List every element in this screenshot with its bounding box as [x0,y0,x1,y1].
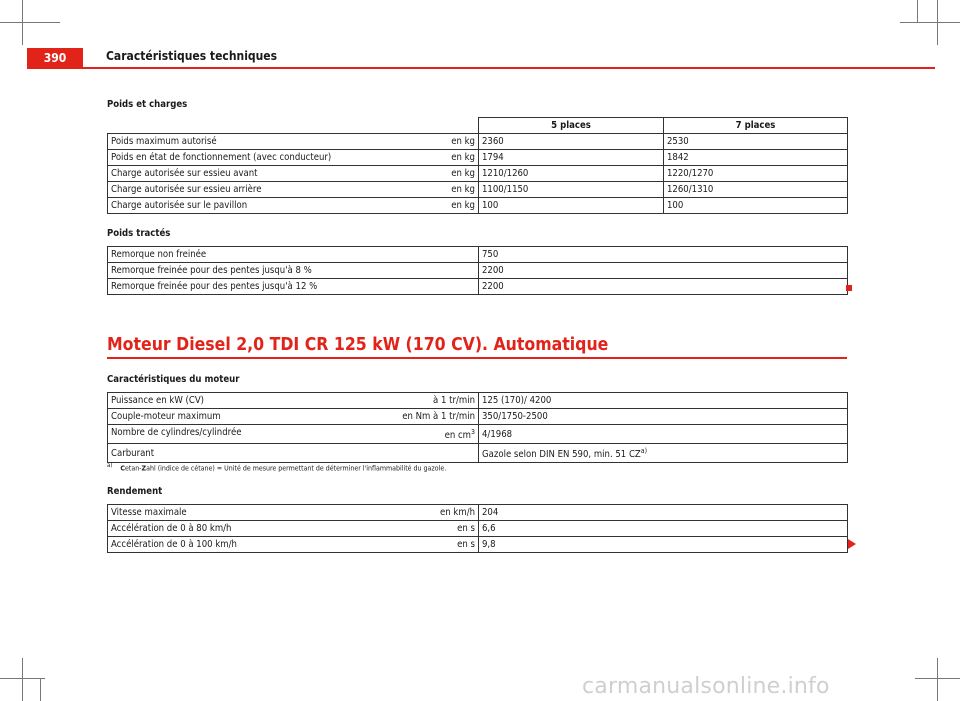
towing-table [107,246,848,295]
title-rule [107,357,847,359]
row-label: Couple-moteur maximum [111,411,221,422]
row-value [664,134,848,150]
table-row [108,393,848,409]
continue-arrow-icon [848,539,856,549]
unit-superscript: 3 [470,428,475,436]
table-row [108,166,848,182]
table-row [108,134,848,150]
row-value [479,198,664,214]
value-text: 9,8 [482,539,496,550]
running-title: Caractéristiques techniques [106,49,278,63]
engine-heading: Caractéristiques du moteur [107,374,240,385]
unit-text: en kg [451,168,475,179]
table-row [108,521,848,537]
row-label: Accélération de 0 à 80 km/h [111,523,232,534]
section-end-marker [846,285,852,291]
row-unit [402,409,475,424]
table-header-row [108,118,848,134]
table-row [108,150,848,166]
unit-text: en s [457,539,475,550]
row-label: Nombre de cylindres/cylindrée [111,427,242,438]
row-value [479,182,664,198]
crop-mark [40,678,41,701]
row-value [479,521,848,537]
row-value [479,150,664,166]
row-unit [451,166,475,181]
value-text: 125 (170)/ 4200 [482,395,552,406]
unit-text: en Nm à 1 tr/min [402,411,475,422]
watermark: carmanualsonline.info [582,674,830,699]
row-value [479,425,848,444]
performance-table [107,504,848,553]
row-unit [457,521,475,536]
value-text: 1842 [667,152,689,163]
value-text: 6,6 [482,523,496,534]
value-text: Gazole selon DIN EN 590, min. 51 CZ [482,449,641,461]
value-text: 1260/1310 [667,184,714,195]
value-text: 2200 [482,265,504,276]
value-text: 350/1750-2500 [482,411,548,422]
value-text: 1210/1260 [482,168,529,179]
row-value [479,444,848,463]
value-text: 204 [482,507,499,518]
value-text: 2360 [482,136,504,147]
footnote-marker: a) [107,462,113,469]
row-value [664,150,848,166]
row-value [479,279,848,295]
row-label: Remorque freinée pour des pentes jusqu'à 8 % [111,265,312,276]
unit-text: en kg [451,152,475,163]
section-title: Moteur Diesel 2,0 TDI CR 125 kW (170 CV). Automatique [107,335,609,355]
table-row [108,444,848,463]
unit-text: en s [457,523,475,534]
footnote-bold-z: Z [141,464,147,473]
unit-text: en kg [451,200,475,211]
row-value [479,247,848,263]
row-label: Carburant [111,447,155,459]
row-label: Vitesse maximale [111,507,187,518]
crop-mark [22,0,23,45]
towing-heading: Poids tractés [107,228,171,239]
value-text: 750 [482,249,499,260]
footnote-reference: a) [640,447,648,456]
row-label: Puissance en kW (CV) [111,395,205,406]
footnote-bold-c: C [120,464,126,473]
engine-table [107,392,848,463]
table-row [108,425,848,444]
row-value [664,166,848,182]
page-number: 390 [27,48,83,68]
value-text: 1794 [482,152,504,163]
row-label: Charge autorisée sur essieu avant [111,168,258,179]
row-value [479,505,848,521]
table-row [108,198,848,214]
row-unit [451,150,475,165]
row-value [664,182,848,198]
row-unit [451,198,475,213]
footnote-text: ahl (indice de cétane) = Unité de mesure permettant de déterminer l'inflammabilité du gazole. [146,464,447,473]
row-value [479,134,664,150]
crop-mark [900,22,960,23]
unit-text: en cm [444,430,471,442]
row-label: Poids maximum autorisé [111,136,217,147]
row-unit [451,134,475,149]
value-text: 2200 [482,281,504,292]
row-value [479,393,848,409]
footnote-text: etan- [125,464,142,473]
table-row [108,182,848,198]
table-row [108,409,848,425]
table-row [108,537,848,553]
row-unit [440,505,475,520]
crop-mark [22,658,23,701]
row-value [664,198,848,214]
row-label: Charge autorisée sur essieu arrière [111,184,262,195]
weights-table [107,117,848,214]
crop-mark [937,658,938,701]
crop-mark [937,0,938,45]
row-label: Poids en état de fonctionnement (avec conducteur) [111,152,332,163]
row-unit [433,393,475,408]
table-row [108,247,848,263]
row-value [479,263,848,279]
column-header: 7 places [664,118,848,134]
value-text: 100 [482,200,499,211]
value-text: 2530 [667,136,689,147]
row-label: Charge autorisée sur le pavillon [111,200,248,211]
unit-text: en km/h [440,507,475,518]
weights-heading: Poids et charges [107,99,188,110]
table-row [108,279,848,295]
header-rule [27,67,935,69]
value-text: 4/1968 [482,428,513,440]
unit-text: en kg [451,136,475,147]
value-text: 1100/1150 [482,184,529,195]
row-label: Remorque non freinée [111,249,207,260]
row-unit [457,537,475,552]
row-unit [445,425,475,443]
unit-text: à 1 tr/min [433,395,475,406]
crop-mark [917,0,918,22]
footnote [107,462,446,472]
column-header: 5 places [479,118,664,134]
value-text: 100 [667,200,684,211]
performance-heading: Rendement [107,486,163,497]
row-value [479,409,848,425]
table-row [108,505,848,521]
row-label: Accélération de 0 à 100 km/h [111,539,237,550]
row-unit [451,182,475,197]
row-value [479,537,848,553]
row-label: Remorque freinée pour des pentes jusqu'à 12 % [111,281,318,292]
unit-text: en kg [451,184,475,195]
value-text: 1220/1270 [667,168,714,179]
table-row [108,263,848,279]
row-value [479,166,664,182]
crop-mark [0,22,60,23]
